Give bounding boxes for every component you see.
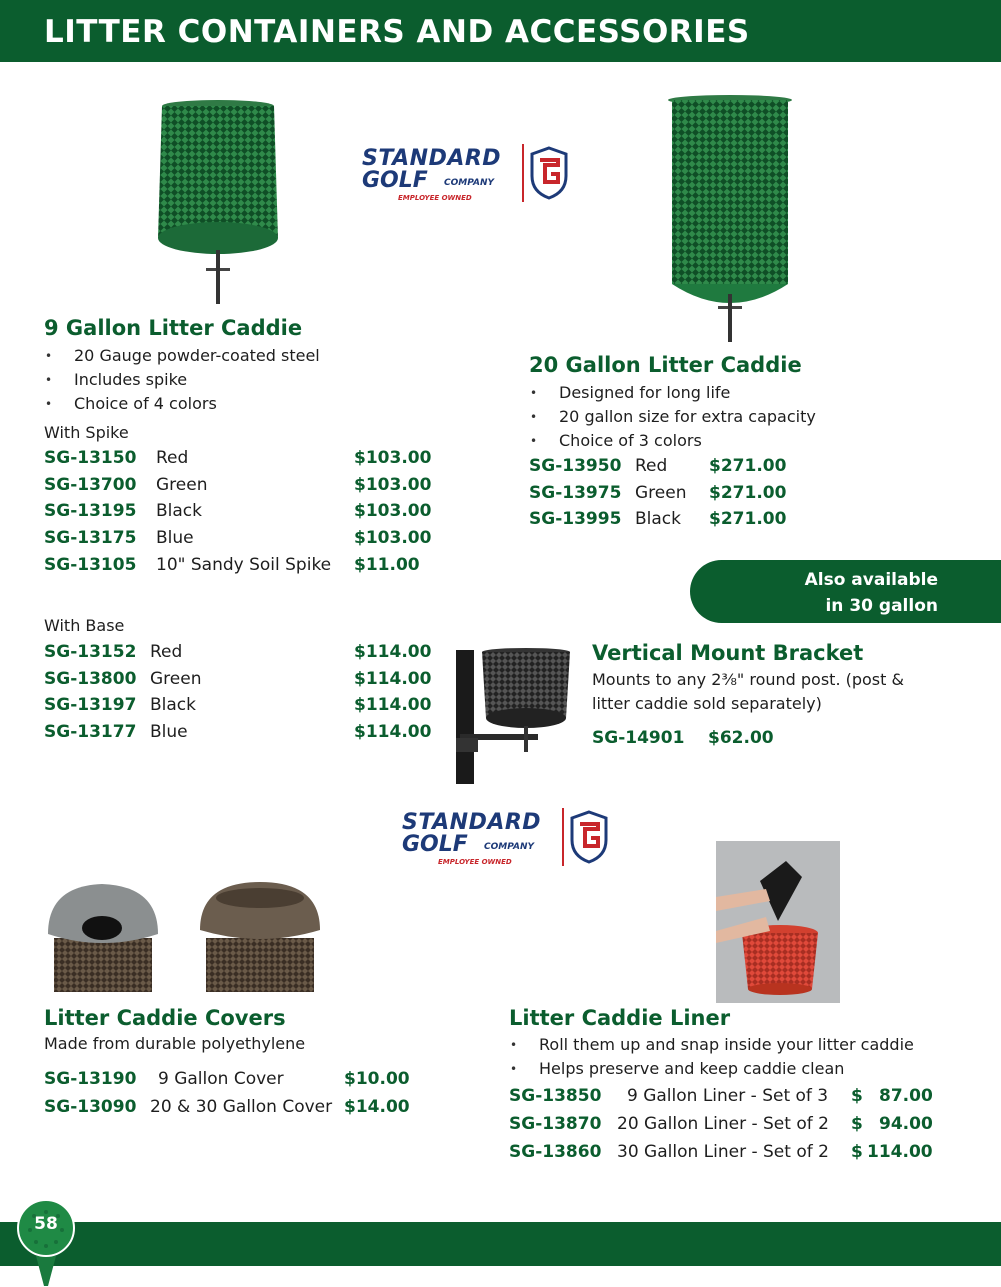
item-description: Black [150,695,196,715]
item-description: 10" Sandy Soil Spike [156,555,332,575]
item-description: Green [635,483,687,503]
item-description: Red [156,448,189,468]
item-price: $103.00 [354,501,432,521]
with-base-heading: With Base [44,616,125,635]
sku: SG-13995 [529,509,622,529]
sku: SG-13800 [44,669,137,689]
sku: SG-13177 [44,722,137,742]
bracket-description-line1: Mounts to any 2⅜" round post. (post & [592,670,904,689]
sku: SG-13152 [44,642,137,662]
item-description: Green [150,669,202,689]
item-price: $114.00 [354,695,432,715]
feature-item: • 20 gallon size for extra capacity [529,405,816,429]
sku: SG-13197 [44,695,137,715]
logo-divider [522,144,524,202]
item-price-currency: $ [851,1086,863,1106]
item-description: 9 Gallon Liner - Set of 3 [627,1086,829,1106]
with-spike-heading: With Spike [44,423,129,442]
sku: SG-13700 [44,475,137,495]
sku: SG-13850 [509,1086,602,1106]
nine-gallon-title: 9 Gallon Litter Caddie [44,316,303,340]
item-price: $114.00 [354,722,432,742]
logo-word-standard: STANDARD [402,810,542,835]
sku: SG-13090 [44,1097,137,1117]
sku: SG-13950 [529,456,622,476]
logo-tagline: EMPLOYEE OWNED [398,194,472,202]
sku: SG-13195 [44,501,137,521]
liner-title: Litter Caddie Liner [509,1006,731,1030]
item-price: $103.00 [354,448,432,468]
item-price: $271.00 [709,483,787,503]
sku: SG-13860 [509,1142,602,1162]
standard-golf-logo [362,142,572,206]
bracket-title: Vertical Mount Bracket [592,641,864,665]
sku: SG-13975 [529,483,622,503]
item-description: 30 Gallon Liner - Set of 2 [617,1142,829,1162]
logo-shield-icon [530,146,568,200]
page-title: LITTER CONTAINERS AND ACCESSORIES [44,14,750,50]
feature-item: • Roll them up and snap inside your litter caddie [509,1033,914,1057]
logo-word-golf: GOLF [402,832,468,857]
item-description: 20 & 30 Gallon Cover [150,1097,333,1117]
twenty-gallon-caddie-image [664,94,796,344]
item-price: $62.00 [708,728,774,748]
item-description: Black [156,501,202,521]
sku: SG-13150 [44,448,137,468]
item-description: 20 Gallon Liner - Set of 2 [617,1114,829,1134]
item-description: Blue [150,722,188,742]
item-description: Black [635,509,681,529]
item-price: $11.00 [354,555,420,575]
sku: SG-13870 [509,1114,602,1134]
logo-divider [562,808,564,866]
item-price: $271.00 [709,509,787,529]
golf-ball-tee-icon [14,1198,78,1286]
logo-tagline: EMPLOYEE OWNED [438,858,512,866]
vertical-mount-bracket-image [448,646,574,786]
item-description: Red [150,642,183,662]
item-description: Green [156,475,208,495]
logo-word-standard: STANDARD [362,146,502,171]
also-available-text [700,567,938,619]
standard-golf-logo [402,806,612,870]
item-price-currency: $ [851,1114,863,1134]
item-price: 87.00 [879,1086,933,1106]
nine-gallon-features [44,344,320,416]
logo-shield-icon [570,810,608,864]
item-price-currency: $ [851,1142,863,1162]
item-price: 94.00 [879,1114,933,1134]
item-price: $114.00 [354,669,432,689]
item-price: $10.00 [344,1069,410,1089]
twenty-gallon-title: 20 Gallon Litter Caddie [529,353,802,377]
item-price: 114.00 [867,1142,933,1162]
logo-word-company: COMPANY [444,178,494,188]
twenty-gallon-features [529,381,816,453]
logo-word-company: COMPANY [484,842,534,852]
feature-item: • Helps preserve and keep caddie clean [509,1057,914,1081]
item-price: $103.00 [354,475,432,495]
liner-features [509,1033,914,1081]
bracket-description-line2: litter caddie sold separately) [592,694,822,713]
nine-gallon-caddie-image [150,98,290,308]
feature-item: • 20 Gauge powder-coated steel [44,344,320,368]
covers-title: Litter Caddie Covers [44,1006,286,1030]
sku: SG-14901 [592,728,685,748]
feature-item: • Designed for long life [529,381,816,405]
feature-item: • Includes spike [44,368,320,392]
item-description: 9 Gallon Cover [158,1069,284,1089]
item-price: $14.00 [344,1097,410,1117]
also-available-line2: in 30 gallon [825,596,938,616]
feature-item: • Choice of 3 colors [529,429,816,453]
logo-word-golf: GOLF [362,168,428,193]
item-price: $114.00 [354,642,432,662]
sku: SG-13190 [44,1069,137,1089]
item-price: $271.00 [709,456,787,476]
item-description: Red [635,456,668,476]
item-price: $103.00 [354,528,432,548]
item-description: Blue [156,528,194,548]
sku: SG-13105 [44,555,137,575]
sku: SG-13175 [44,528,137,548]
page-number: 58 [34,1214,58,1234]
litter-caddie-liner-image [716,841,840,1003]
litter-caddie-covers-image [44,878,324,994]
also-available-line1: Also available [804,570,938,590]
footer-bar [0,1222,1001,1266]
feature-item: • Choice of 4 colors [44,392,320,416]
covers-subtitle: Made from durable polyethylene [44,1034,306,1053]
